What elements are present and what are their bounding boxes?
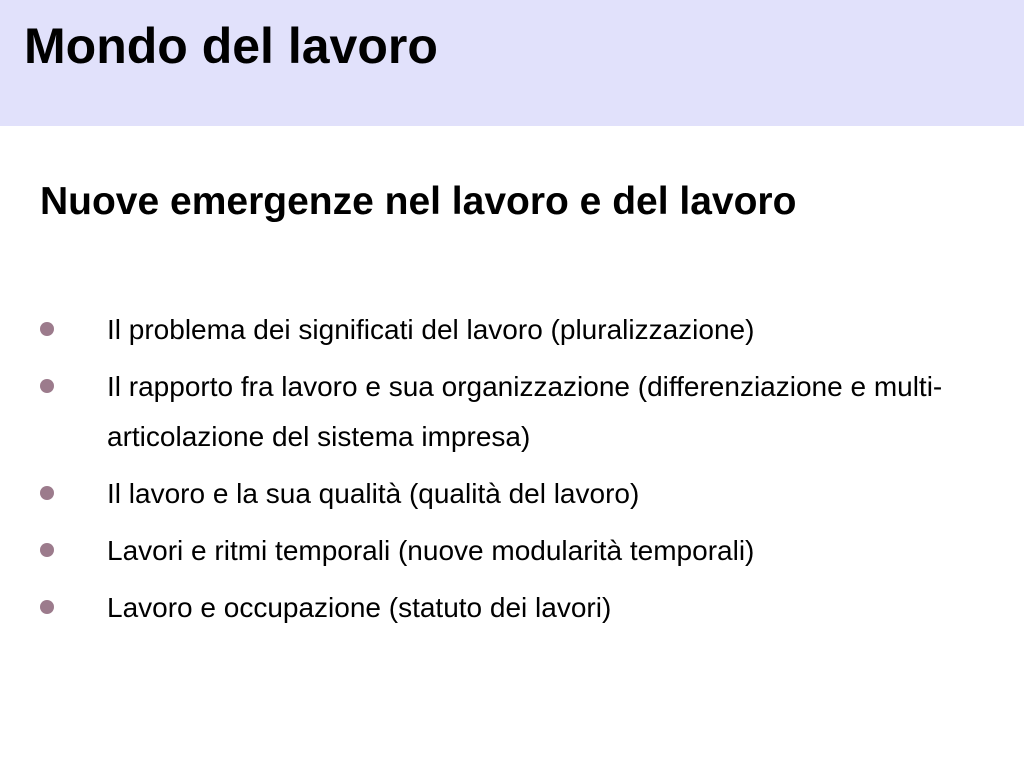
- bullet-text: Il problema dei significati del lavoro (pluralizzazione): [107, 314, 755, 345]
- bullet-item: [0, 305, 1024, 355]
- bullet-dot-icon: [40, 379, 54, 393]
- slide-subtitle: Nuove emergenze nel lavoro e del lavoro: [40, 180, 797, 223]
- bullet-item: [0, 362, 1024, 462]
- title-band: [0, 0, 1024, 126]
- bullet-item: [0, 526, 1024, 576]
- bullet-list: [0, 305, 1024, 640]
- bullet-item: [0, 469, 1024, 519]
- bullet-text: Lavoro e occupazione (statuto dei lavori): [107, 592, 612, 623]
- bullet-text: Il rapporto fra lavoro e sua organizzazione (differenziazione e multi-articolazione del sistema impresa): [107, 371, 943, 452]
- bullet-item: [0, 583, 1024, 633]
- bullet-text: Il lavoro e la sua qualità (qualità del lavoro): [107, 478, 640, 509]
- bullet-dot-icon: [40, 322, 54, 336]
- bullet-dot-icon: [40, 543, 54, 557]
- bullet-dot-icon: [40, 600, 54, 614]
- bullet-text: Lavori e ritmi temporali (nuove modularità temporali): [107, 535, 755, 566]
- slide-title: Mondo del lavoro: [24, 18, 438, 74]
- bullet-dot-icon: [40, 486, 54, 500]
